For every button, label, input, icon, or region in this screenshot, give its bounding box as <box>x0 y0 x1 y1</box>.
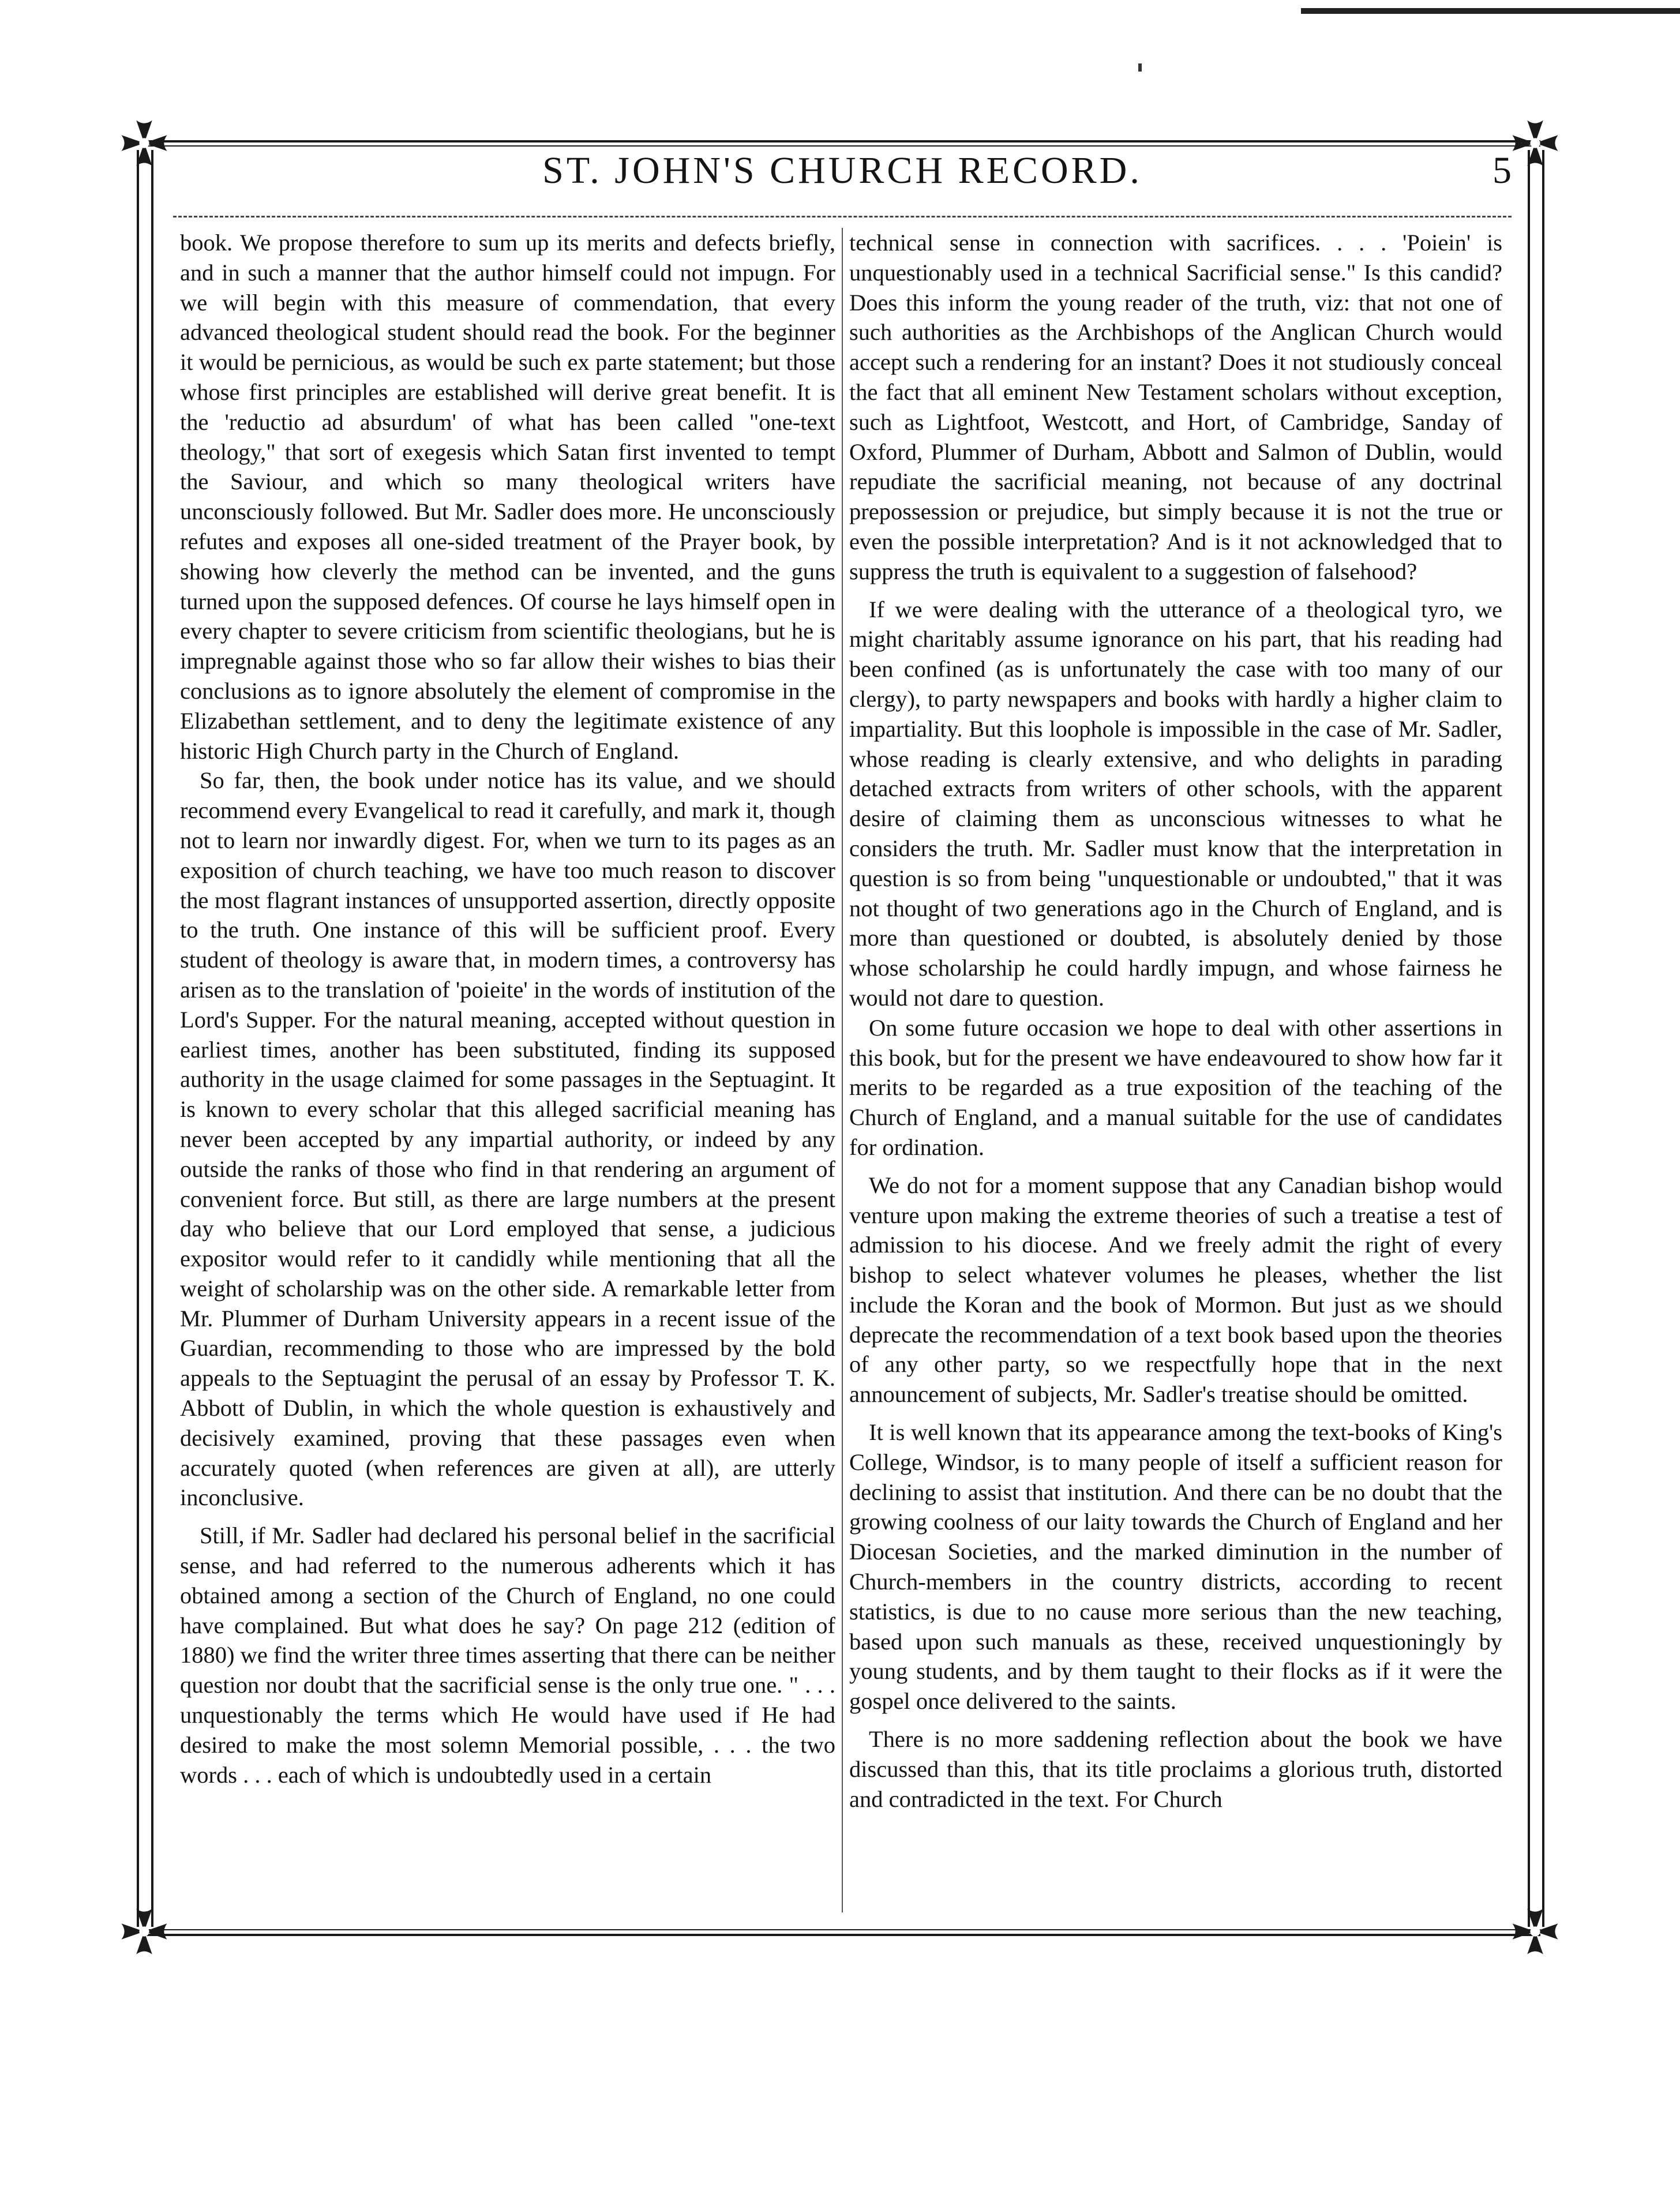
paragraph: On some future occasion we hope to deal with other assertions in this book, but for the present we have endeavoured to show how far it merits to be regarded as a true exposition of the teaching of the Church of England, and a manual suitable for the use of candidates for ordination. <box>849 1014 1502 1160</box>
paragraph: Still, if Mr. Sadler had declared his personal belief in the sacrificial sense, and had referred to the numerous adherents which it has obtained among a section of the Church of England, no one could have complained. But what does he say? On page 212 (edition of 1880) we find the writer three times asserting that there can be neither question nor doubt that the sacrificial sense is the only true one. " . . . unquestionably the terms which He would have used if He had desired to make the most solemn Memorial possible, . . . the two words . . . each of which is undoubtedly used in a certain <box>180 1522 835 1788</box>
paragraph: book. We propose therefore to sum up its merits and defects briefly, and in such a manner that the author himself could not impugn. For we will begin with this measure of commendation, that every advanced theological student should read the book. For the beginner it would be pernicious, as would be such ex parte statement; but those whose first principles are established will derive great benefit. It is the 'reductio ad absurdum' of what has been called "one-text theology," that sort of exegesis which Satan first invented to tempt the Saviour, and which so many theological writers have unconsciously followed. But Mr. Sadler does more. He unconsciously refutes and exposes all one-sided treatment of the Prayer book, by showing how cleverly the method can be invented, and the guns turned upon the supposed defences. Of course he lays himself open in every chapter to severe criticism from scientific theologians, but he is impregnable against those who so far allow their wishes to bias their conclusions as to ignore absolutely the element of compromise in the Elizabethan settlement, and to deny the legitimate existence of any historic High Church party in the Church of England. <box>180 230 835 764</box>
paragraph: technical sense in connection with sacrifices. . . . 'Poiein' is unquestionably used in a technical Sacrificial sense." Is this candid? Does this inform the young reader of the truth, viz: that not one of such authorities as the Archbishops of the Anglican Church would accept such a rendering for an instant? Does it not studiously conceal the fact that all eminent New Testament scholars without exception, such as Lightfoot, Westcott, and Hort, of Cambridge, Sanday of Oxford, Plummer of Durham, Abbott and Salmon of Dublin, would repudiate the sacrificial meaning, not because of any doctrinal prepossession or prejudice, but simply because it is not the true or even the possible interpretation? And is it not acknowledged that to suppress the truth is equivalent to a suggestion of falsehood? <box>849 230 1502 584</box>
top-rule <box>1301 8 1680 14</box>
top-border-inner <box>144 145 1540 147</box>
page-header <box>173 149 1512 195</box>
page-number: 5 <box>1492 149 1512 192</box>
left-border-outer <box>137 150 139 1927</box>
paragraph: So far, then, the book under notice has its value, and we should recommend every Evangelical to read it carefully, and mark it, though not to learn nor inwardly digest. For, when we turn to its pages as an exposition of church teaching, we have too much reason to discover the most flagrant instances of unsupported assertion, directly opposite to the truth. One instance of this will be sufficient proof. Every student of theology is aware that, in modern times, a controversy has arisen as to the translation of 'poieite' in the words of institution of the Lord's Supper. For the natural meaning, accepted without question in earliest times, another has been substituted, finding its supposed authority in the usage claimed for some passages in the Septuagint. It is known to every scholar that this alleged sacrificial meaning has never been accepted by any impartial authority, or indeed by any outside the ranks of those who find in that rendering an argument of convenient force. But still, as there are large numbers at the present day who believe that our Lord employed that sense, a judicious expositor would refer to it candidly while mentioning that all the weight of scholarship was on the other side. A remarkable letter from Mr. Plummer of Durham University appears in a recent issue of the Guardian, recommending to those who are impressed by the bold appeals to the Septuagint the perusal of an essay by Professor T. K. Abbott of Dublin, in which the whole question is exhaustively and decisively examined, proving that these passages even when accurately quoted (when references are given at all), are utterly inconclusive. <box>180 767 835 1511</box>
paragraph: We do not for a moment suppose that any Canadian bishop would venture upon making the extreme theories of such a treatise a test of admission to his diocese. And we freely admit the right of every bishop to select whatever volumes he pleases, whether the list include the Koran and the book of Mormon. But just as we should deprecate the recommendation of a text book based upon the theories of any other party, so we respectfully hope that in the next announcement of subjects, Mr. Sadler's treatise should be omitted. <box>849 1172 1502 1408</box>
maltese-cross-icon <box>1510 118 1560 168</box>
paragraph: There is no more saddening reflection about the book we have discussed than this, that its title proclaims a glorious truth, distorted and contradicted in the text. For Church <box>849 1726 1502 1812</box>
page-title: ST. JOHN'S CHURCH RECORD. <box>542 149 1142 192</box>
paragraph: It is well known that its appearance among the text-books of King's College, Windsor, is to many people of itself a sufficient reason for declining to assist that institution. And there can be no doubt that the growing coolness of our laity towards the Church of England and her Diocesan Societies, and the marked diminution in the number of Church-members in the country districts, according to recent statistics, is due to no cause more serious than the new teaching, based upon such manuals as these, received unquestioningly by young students, and by them taught to their flocks as if it were the gospel once delivered to the saints. <box>849 1419 1502 1715</box>
column-divider <box>842 228 843 1912</box>
bottom-border-inner <box>144 1929 1540 1930</box>
right-column <box>849 228 1502 1814</box>
bottom-border <box>144 1934 1540 1936</box>
ink-mark <box>1138 63 1142 72</box>
right-border-outer <box>1542 150 1544 1927</box>
maltese-cross-icon <box>119 118 169 168</box>
left-border-inner <box>151 150 153 1927</box>
paragraph: If we were dealing with the utterance of a theological tyro, we might charitably assume ignorance on his part, that his reading had been confined (as is unfortunately the case with too many of our clergy), to party newspapers and books with hardly a higher claim to impartiality. But this loophole is impossible in the case of Mr. Sadler, whose reading is clearly extensive, and who delights in parading detached extracts from writers of other schools, with the apparent desire of claiming them as unconscious witnesses to what he considers the truth. Mr. Sadler must know that the interpretation in question is so from being "unquestionable or undoubted," that it was not thought of two generations ago in the Church of England, and is more than questioned or doubted, is absolutely denied by those whose scholarship he could hardly impugn, and whose fairness he would not dare to question. <box>849 596 1502 1011</box>
maltese-cross-icon <box>1510 1907 1560 1956</box>
header-divider <box>173 216 1512 217</box>
left-column <box>180 228 835 1790</box>
right-border-inner <box>1528 150 1530 1927</box>
top-border <box>144 140 1540 142</box>
maltese-cross-icon <box>119 1907 169 1956</box>
